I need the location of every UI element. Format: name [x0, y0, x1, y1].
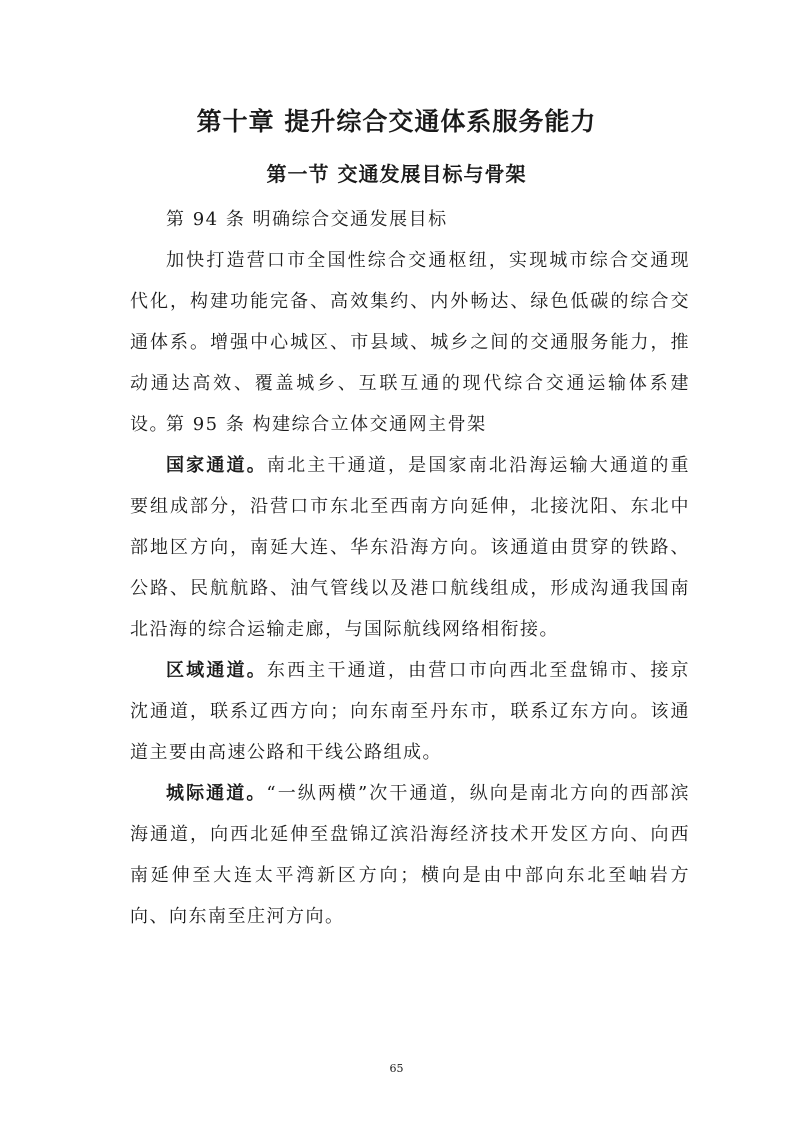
national-corridor-body: 南北主干通道，是国家南北沿海运输大通道的重要组成部分，沿营口市东北至西南方向延伸，北接沈阳、东北中部地区方向，南延大连、华东沿海方向。该通道由贯穿的铁路、公路、民航航路、油气管线以及港口航线组成，形成沟通我国南北沿海的综合运输走廊，与国际航线网络相衔接。 [130, 455, 691, 640]
intercity-corridor-paragraph [130, 773, 690, 937]
article-94-heading: 第 94 条 明确综合交通发展目标 [166, 209, 448, 230]
regional-corridor-paragraph [130, 650, 690, 773]
national-corridor-term: 国家通道。 [166, 455, 267, 476]
article-95-heading: 第 95 条 构建综合立体交通网主骨架 [166, 414, 487, 435]
chapter-title: 第十章 提升综合交通体系服务能力 [196, 107, 597, 136]
intercity-corridor-body: “一纵两横”次干通道，纵向是南北方向的西部滨海通道，向西北延伸至盘锦辽滨沿海经济技术开发区方向、向西南延伸至大连太平湾新区方向；横向是由中部向东北至岫岩方向、向东南至庄河方向。 [130, 783, 690, 927]
article-94-body: 加快打造营口市全国性综合交通枢纽，实现城市综合交通现代化，构建功能完备、高效集约、内外畅达、绿色低碳的综合交通体系。增强中心城区、市县域、城乡之间的交通服务能力，推动通达高效、覆盖城乡、互联互通的现代综合交通运输体系建设。 [130, 250, 690, 435]
national-corridor-paragraph [130, 445, 690, 650]
regional-corridor-term: 区域通道。 [166, 660, 267, 681]
section-title: 第一节 交通发展目标与骨架 [266, 162, 527, 186]
page-number: 65 [389, 1062, 404, 1075]
intercity-corridor-term: 城际通道。 [166, 783, 267, 804]
regional-corridor-body: 东西主干通道，由营口市向西北至盘锦市、接京沈通道，联系辽西方向；向东南至丹东市，联系辽东方向。该通道主要由高速公路和干线公路组成。 [130, 660, 691, 763]
